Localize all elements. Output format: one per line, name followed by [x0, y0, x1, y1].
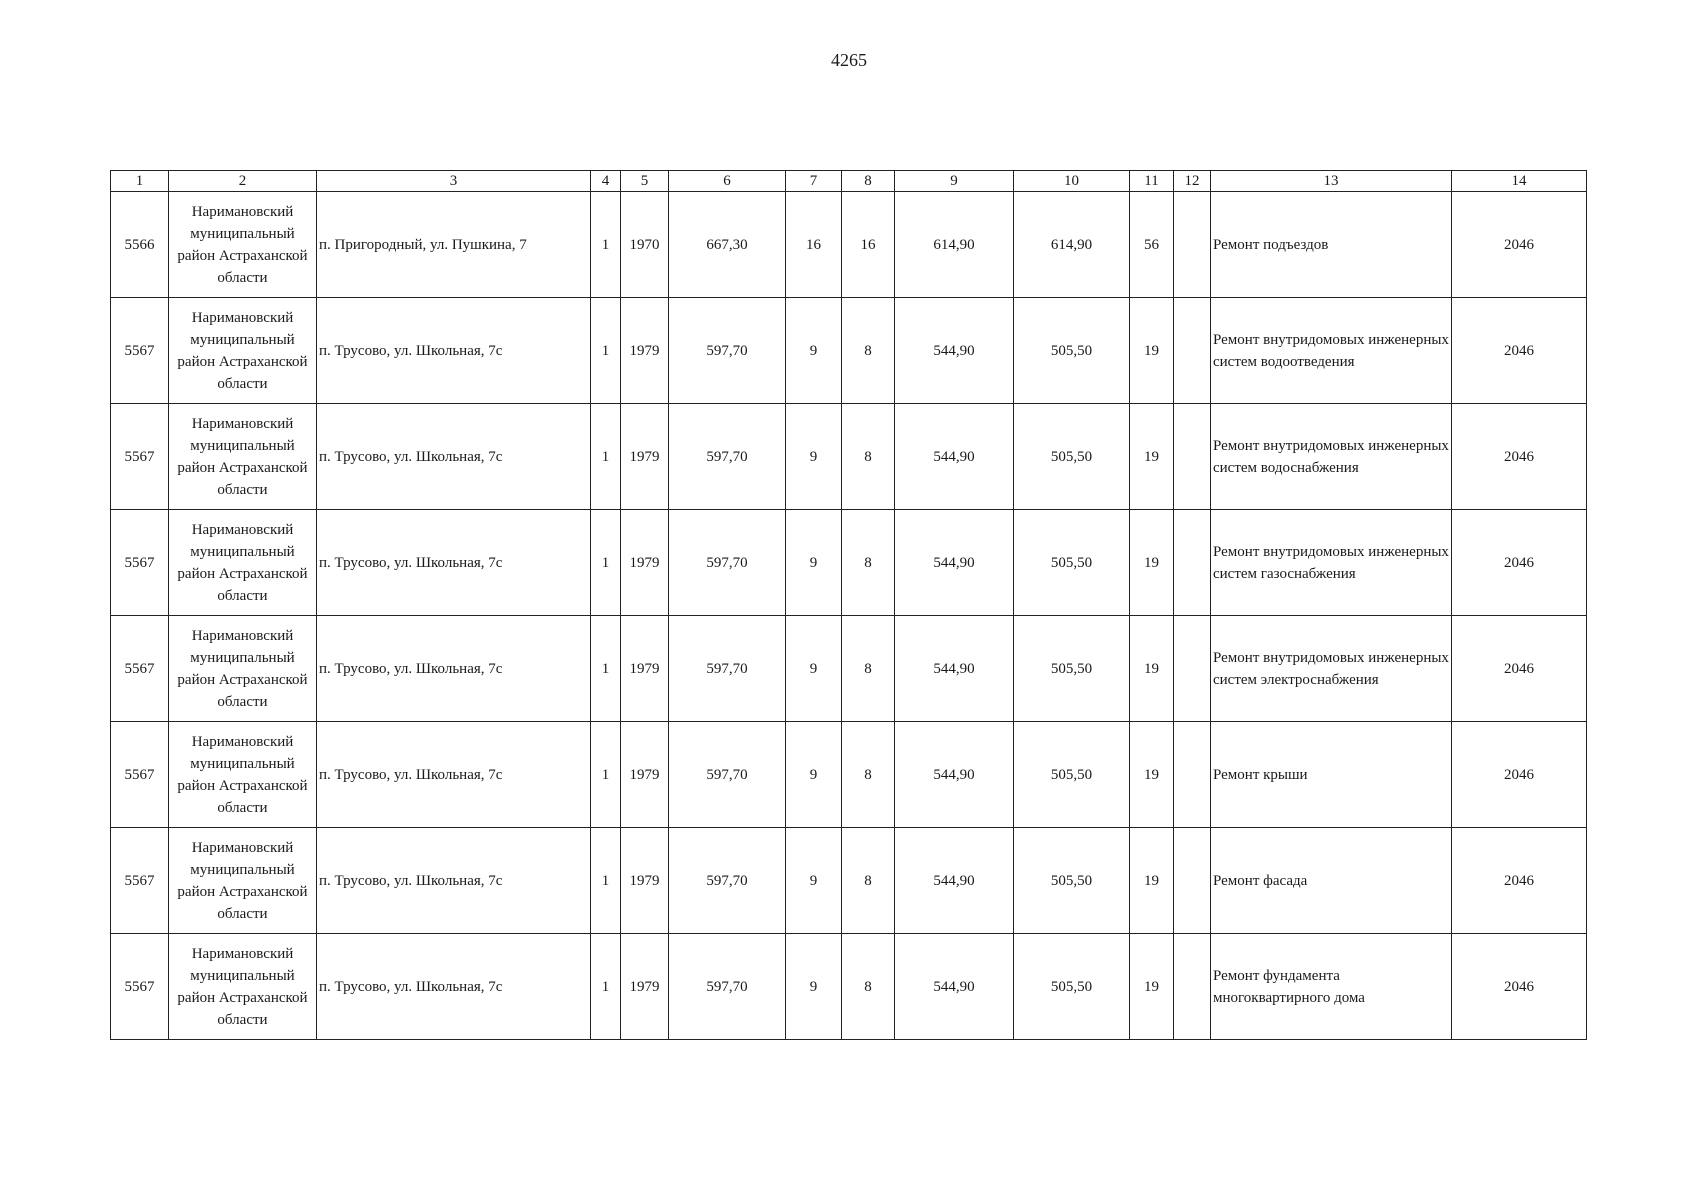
column-header: 4	[591, 171, 621, 192]
plan-year-cell: 2046	[1452, 510, 1587, 616]
data-cell: 19	[1130, 298, 1174, 404]
data-cell: 8	[842, 616, 895, 722]
address-cell: п. Трусово, ул. Школьная, 7с	[317, 934, 591, 1040]
district-cell: Наримановский муниципальный район Астраханской области	[169, 934, 317, 1040]
plan-year-cell: 2046	[1452, 934, 1587, 1040]
data-cell: 19	[1130, 722, 1174, 828]
row-number-cell: 5567	[111, 722, 169, 828]
column-header: 13	[1211, 171, 1452, 192]
data-cell: 544,90	[895, 934, 1014, 1040]
data-cell: 544,90	[895, 722, 1014, 828]
data-cell: 505,50	[1014, 616, 1130, 722]
work-type-cell: Ремонт фундамента многоквартирного дома	[1211, 934, 1452, 1040]
year-cell: 1970	[621, 192, 669, 298]
table-row	[111, 192, 1587, 298]
district-cell: Наримановский муниципальный район Астраханской области	[169, 192, 317, 298]
column-header: 12	[1174, 171, 1211, 192]
plan-year-cell: 2046	[1452, 404, 1587, 510]
data-cell	[1174, 828, 1211, 934]
year-cell: 1979	[621, 510, 669, 616]
work-type-cell: Ремонт внутридомовых инженерных систем газоснабжения	[1211, 510, 1452, 616]
table-row	[111, 616, 1587, 722]
work-type-cell: Ремонт подъездов	[1211, 192, 1452, 298]
address-cell: п. Пригородный, ул. Пушкина, 7	[317, 192, 591, 298]
year-cell: 1979	[621, 934, 669, 1040]
data-cell: 597,70	[669, 934, 786, 1040]
column-number-row	[111, 171, 1587, 192]
work-type-cell: Ремонт внутридомовых инженерных систем водоснабжения	[1211, 404, 1452, 510]
column-header: 3	[317, 171, 591, 192]
data-cell: 597,70	[669, 828, 786, 934]
data-cell: 1	[591, 510, 621, 616]
work-type-cell: Ремонт внутридомовых инженерных систем водоотведения	[1211, 298, 1452, 404]
table-row	[111, 510, 1587, 616]
data-cell: 8	[842, 510, 895, 616]
data-cell: 1	[591, 934, 621, 1040]
data-cell: 9	[786, 934, 842, 1040]
data-cell: 597,70	[669, 722, 786, 828]
table-row	[111, 404, 1587, 510]
data-cell: 9	[786, 404, 842, 510]
data-cell: 544,90	[895, 616, 1014, 722]
row-number-cell: 5567	[111, 616, 169, 722]
work-type-cell: Ремонт фасада	[1211, 828, 1452, 934]
table-body	[111, 192, 1587, 1040]
data-cell: 1	[591, 298, 621, 404]
data-cell: 9	[786, 510, 842, 616]
data-cell: 8	[842, 934, 895, 1040]
row-number-cell: 5567	[111, 828, 169, 934]
row-number-cell: 5566	[111, 192, 169, 298]
data-cell	[1174, 510, 1211, 616]
row-number-cell: 5567	[111, 510, 169, 616]
column-header: 2	[169, 171, 317, 192]
column-header: 10	[1014, 171, 1130, 192]
district-cell: Наримановский муниципальный район Астраханской области	[169, 722, 317, 828]
data-cell: 544,90	[895, 828, 1014, 934]
data-cell: 16	[842, 192, 895, 298]
data-cell: 505,50	[1014, 722, 1130, 828]
district-cell: Наримановский муниципальный район Астраханской области	[169, 616, 317, 722]
column-header: 5	[621, 171, 669, 192]
data-cell: 19	[1130, 616, 1174, 722]
data-cell: 1	[591, 828, 621, 934]
row-number-cell: 5567	[111, 404, 169, 510]
data-cell: 19	[1130, 934, 1174, 1040]
work-type-cell: Ремонт внутридомовых инженерных систем электроснабжения	[1211, 616, 1452, 722]
data-cell: 667,30	[669, 192, 786, 298]
data-cell: 9	[786, 722, 842, 828]
address-cell: п. Трусово, ул. Школьная, 7с	[317, 722, 591, 828]
data-cell: 1	[591, 404, 621, 510]
data-cell: 56	[1130, 192, 1174, 298]
plan-year-cell: 2046	[1452, 616, 1587, 722]
row-number-cell: 5567	[111, 298, 169, 404]
data-cell: 9	[786, 616, 842, 722]
year-cell: 1979	[621, 828, 669, 934]
work-type-cell: Ремонт крыши	[1211, 722, 1452, 828]
address-cell: п. Трусово, ул. Школьная, 7с	[317, 510, 591, 616]
data-cell: 19	[1130, 828, 1174, 934]
data-cell: 1	[591, 722, 621, 828]
address-cell: п. Трусово, ул. Школьная, 7с	[317, 404, 591, 510]
data-cell: 544,90	[895, 404, 1014, 510]
address-cell: п. Трусово, ул. Школьная, 7с	[317, 616, 591, 722]
column-header: 1	[111, 171, 169, 192]
table-row	[111, 934, 1587, 1040]
data-cell: 505,50	[1014, 404, 1130, 510]
data-cell: 505,50	[1014, 828, 1130, 934]
data-cell: 544,90	[895, 510, 1014, 616]
page-number: 4265	[831, 50, 867, 70]
data-cell: 597,70	[669, 404, 786, 510]
data-cell: 8	[842, 722, 895, 828]
data-cell: 9	[786, 828, 842, 934]
data-cell: 8	[842, 404, 895, 510]
data-cell: 505,50	[1014, 298, 1130, 404]
plan-year-cell: 2046	[1452, 298, 1587, 404]
data-cell: 544,90	[895, 298, 1014, 404]
year-cell: 1979	[621, 298, 669, 404]
data-cell	[1174, 616, 1211, 722]
data-cell: 597,70	[669, 510, 786, 616]
data-cell: 614,90	[1014, 192, 1130, 298]
column-header: 6	[669, 171, 786, 192]
table-row	[111, 722, 1587, 828]
district-cell: Наримановский муниципальный район Астраханской области	[169, 404, 317, 510]
data-cell: 19	[1130, 510, 1174, 616]
column-header: 14	[1452, 171, 1587, 192]
plan-year-cell: 2046	[1452, 722, 1587, 828]
address-cell: п. Трусово, ул. Школьная, 7с	[317, 828, 591, 934]
district-cell: Наримановский муниципальный район Астраханской области	[169, 298, 317, 404]
capital-repair-table	[110, 170, 1587, 1040]
column-header: 8	[842, 171, 895, 192]
data-cell: 505,50	[1014, 934, 1130, 1040]
plan-year-cell: 2046	[1452, 192, 1587, 298]
data-cell	[1174, 192, 1211, 298]
data-cell: 597,70	[669, 298, 786, 404]
data-cell: 9	[786, 298, 842, 404]
data-cell: 505,50	[1014, 510, 1130, 616]
table-row	[111, 298, 1587, 404]
row-number-cell: 5567	[111, 934, 169, 1040]
column-header: 9	[895, 171, 1014, 192]
data-cell: 8	[842, 298, 895, 404]
year-cell: 1979	[621, 616, 669, 722]
address-cell: п. Трусово, ул. Школьная, 7с	[317, 298, 591, 404]
data-cell: 1	[591, 192, 621, 298]
data-cell: 1	[591, 616, 621, 722]
column-header: 11	[1130, 171, 1174, 192]
data-cell	[1174, 404, 1211, 510]
data-cell	[1174, 934, 1211, 1040]
column-header: 7	[786, 171, 842, 192]
district-cell: Наримановский муниципальный район Астраханской области	[169, 828, 317, 934]
data-cell: 16	[786, 192, 842, 298]
data-cell	[1174, 722, 1211, 828]
data-cell	[1174, 298, 1211, 404]
data-cell: 19	[1130, 404, 1174, 510]
table-row	[111, 828, 1587, 934]
data-cell: 597,70	[669, 616, 786, 722]
plan-year-cell: 2046	[1452, 828, 1587, 934]
year-cell: 1979	[621, 404, 669, 510]
year-cell: 1979	[621, 722, 669, 828]
data-cell: 8	[842, 828, 895, 934]
district-cell: Наримановский муниципальный район Астраханской области	[169, 510, 317, 616]
data-cell: 614,90	[895, 192, 1014, 298]
